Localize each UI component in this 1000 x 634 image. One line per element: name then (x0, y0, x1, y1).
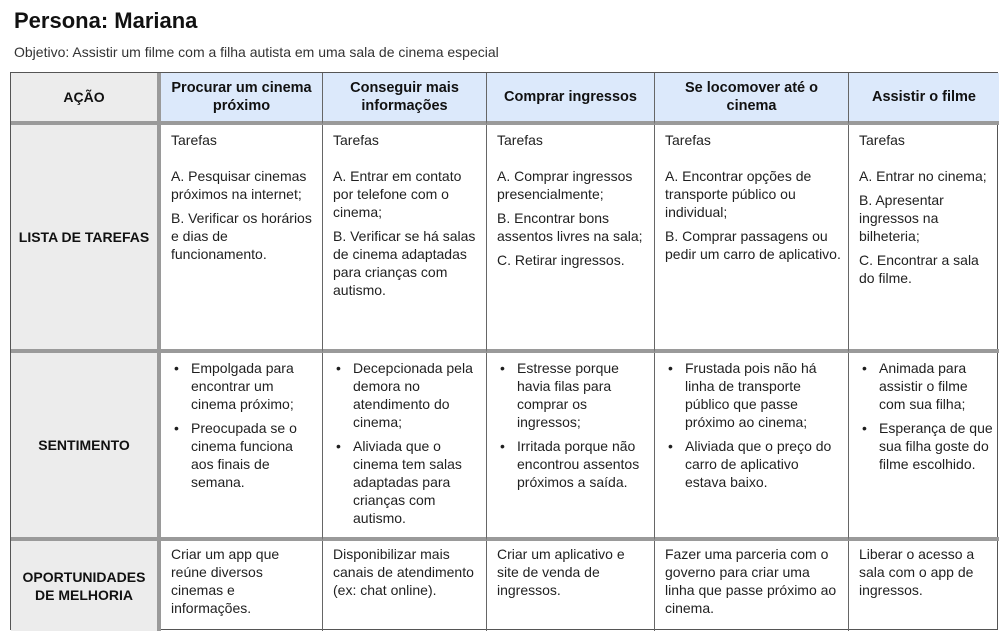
row-header-tarefas: LISTA DE TAREFAS (11, 125, 161, 353)
feeling-item: • Estresse porque havia filas para comprar os ingressos; (517, 359, 648, 431)
feeling-item: • Preocupada se o cinema funciona aos finais de semana. (191, 419, 316, 491)
feeling-item: • Decepcionada pela demora no atendimento do cinema; (353, 359, 480, 431)
opportunity-cell: Fazer uma parceria com o governo para criar uma linha que passe próximo ao cinema. (655, 541, 849, 631)
task-item: B. Verificar se há salas de cinema adaptadas para crianças com autismo. (333, 228, 476, 298)
task-item: B. Encontrar bons assentos livres na sala; (497, 210, 643, 244)
task-item: A. Pesquisar cinemas próximos na internet; (171, 168, 307, 202)
opportunity-cell: Criar um aplicativo e site de venda de ingressos. (487, 541, 655, 631)
tarefas-heading: Tarefas (171, 132, 217, 148)
tarefas-heading: Tarefas (333, 132, 379, 148)
feeling-item: • Empolgada para encontrar um cinema próximo; (191, 359, 316, 413)
task-item: B. Apresentar ingressos na bilheteria; (859, 192, 944, 244)
feeling-item: • Aliviada que o preço do carro de aplicativo estava baixo. (685, 437, 842, 491)
task-item: A. Comprar ingressos presencialmente; (497, 168, 633, 202)
column-header: Assistir o filme (849, 73, 999, 125)
sentimento-cell (655, 353, 849, 541)
column-header: Procurar um cinema próximo (161, 73, 323, 125)
row-header-sentimento: SENTIMENTO (11, 353, 161, 541)
opportunity-cell: Criar um app que reúne diversos cinemas e informações. (161, 541, 323, 631)
sentimento-cell (323, 353, 487, 541)
feeling-item: • Frustada pois não há linha de transporte público que passe próximo ao cinema; (685, 359, 842, 431)
feeling-list (333, 359, 480, 527)
task-item: C. Retirar ingressos. (497, 252, 625, 268)
task-item: B. Verificar os horários e dias de funcionamento. (171, 210, 312, 262)
task-item: C. Encontrar a sala do filme. (859, 252, 979, 286)
tarefas-cell (161, 125, 323, 353)
tarefas-heading: Tarefas (497, 132, 543, 148)
sentimento-cell (487, 353, 655, 541)
task-item: A. Entrar no cinema; (859, 168, 987, 184)
page-title: Persona: Mariana (14, 8, 198, 33)
feeling-item: • Irritada porque não encontrou assentos próximos a saída. (517, 437, 648, 491)
tarefas-cell (323, 125, 487, 353)
tarefas-cell (487, 125, 655, 353)
feeling-list (665, 359, 842, 491)
column-header: Conseguir mais informações (323, 73, 487, 125)
opportunity-cell: Disponibilizar mais canais de atendimento (ex: chat online). (323, 541, 487, 631)
feeling-list (171, 359, 316, 491)
tarefas-cell (849, 125, 999, 353)
row-header-oportunidades: OPORTUNIDADES DE MELHORIA (11, 541, 161, 631)
column-header: Se locomover até o cinema (655, 73, 849, 125)
feeling-item: • Aliviada que o cinema tem salas adaptadas para crianças com autismo. (353, 437, 480, 527)
task-item: A. Entrar em contato por telefone com o cinema; (333, 168, 462, 220)
opportunity-cell: Liberar o acesso a sala com o app de ingressos. (859, 546, 975, 598)
task-item: B. Comprar passagens ou pedir um carro de aplicativo. (665, 228, 841, 262)
column-header: Comprar ingressos (487, 73, 655, 125)
page-subtitle: Objetivo: Assistir um filme com a filha autista em uma sala de cinema especial (14, 44, 499, 60)
corner-header: AÇÃO (11, 73, 161, 125)
tarefas-heading: Tarefas (665, 132, 711, 148)
feeling-list (859, 359, 993, 473)
journey-table (10, 72, 998, 630)
feeling-item: • Animada para assistir o filme com sua filha; (879, 359, 993, 413)
tarefas-heading: Tarefas (859, 132, 905, 148)
sentimento-cell (161, 353, 323, 541)
feeling-list (497, 359, 648, 491)
tarefas-cell (655, 125, 849, 353)
task-item: A. Encontrar opções de transporte público ou individual; (665, 168, 812, 220)
feeling-item: • Esperança de que sua filha goste do filme escolhido. (879, 419, 993, 473)
sentimento-cell (849, 353, 999, 541)
